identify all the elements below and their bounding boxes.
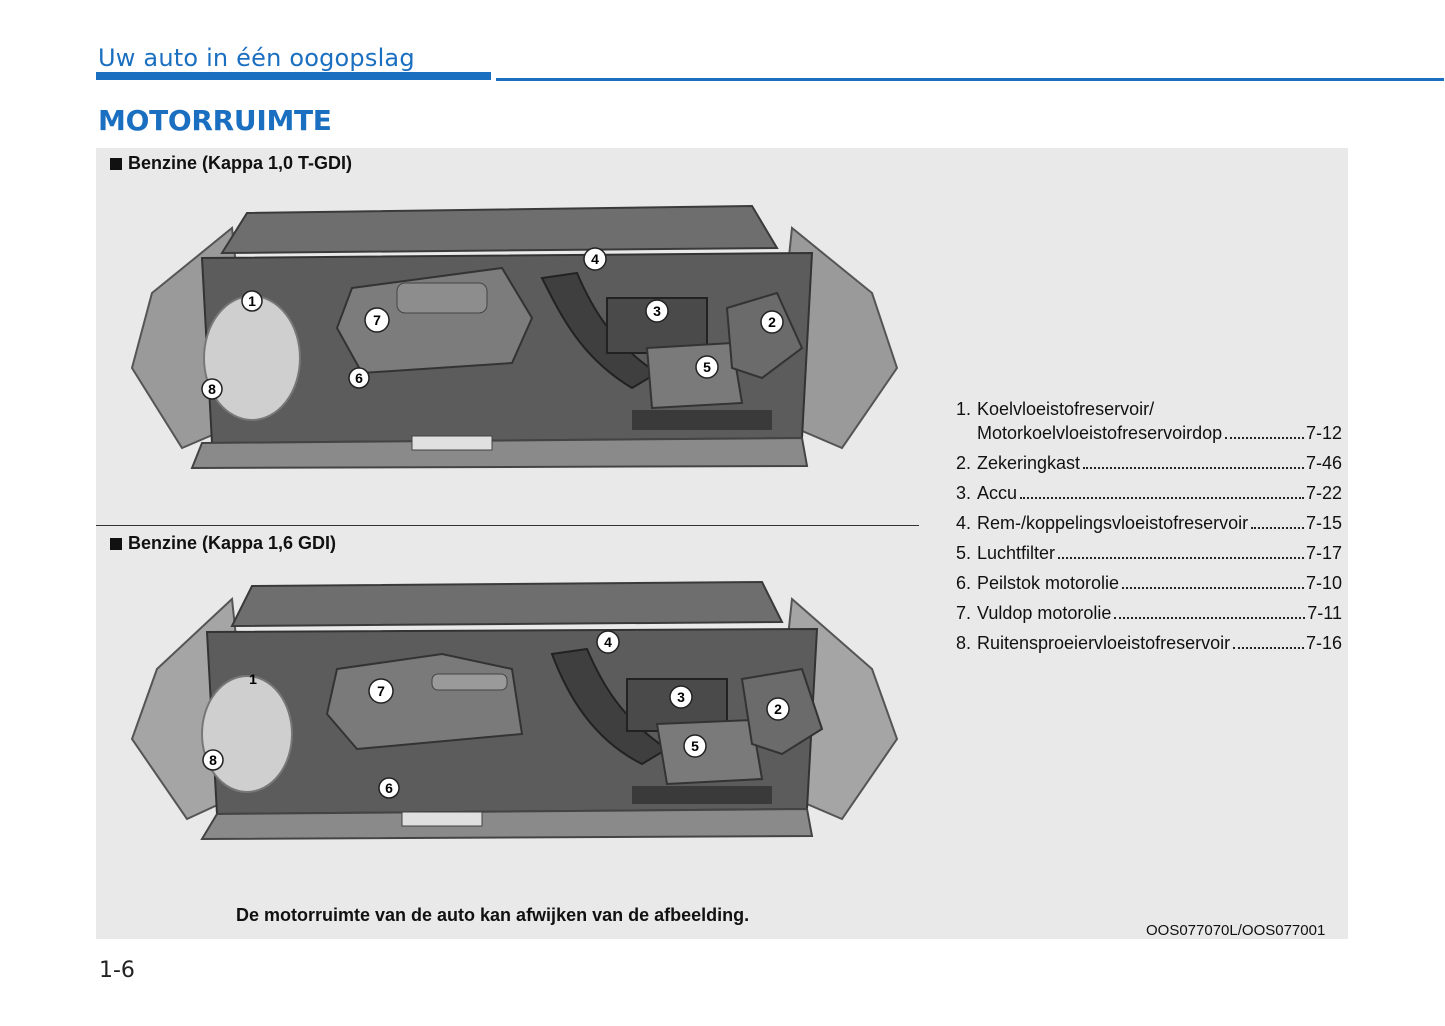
legend-text: Luchtfilter [977, 543, 1056, 563]
badge-3: 3 [653, 303, 661, 319]
component-legend [956, 397, 1342, 661]
legend-number: 5. [956, 543, 972, 563]
legend-item [956, 397, 1342, 445]
legend-number: 2. [956, 453, 972, 473]
legend-number: 8. [956, 633, 972, 653]
legend-page-ref: 7-17 [1305, 543, 1342, 563]
legend-number: 3. [956, 483, 972, 503]
legend-text: Rem-/koppelingsvloeistofreservoir [977, 513, 1249, 533]
legend-text: Zekeringkast [977, 453, 1081, 473]
badge-4: 4 [604, 634, 612, 650]
badge-2: 2 [768, 314, 776, 330]
legend-text: Ruitensproeiervloeistofreservoir [977, 633, 1231, 653]
figure-divider [96, 525, 919, 526]
legend-item [956, 631, 1342, 655]
badge-5: 5 [691, 738, 699, 754]
square-bullet-icon [110, 158, 122, 170]
legend-text: Motorkoelvloeistofreservoirdop [977, 423, 1223, 443]
badge-4: 4 [591, 251, 599, 267]
badge-2: 2 [774, 701, 782, 717]
badge-6: 6 [355, 370, 363, 386]
figure-note: De motorruimte van de auto kan afwijken van de afbeelding. [236, 905, 750, 925]
badge-1: 1 [248, 293, 256, 309]
figure-caption-kappa-10 [110, 153, 352, 174]
badge-8: 8 [209, 752, 217, 768]
square-bullet-icon [110, 538, 122, 550]
badge-8: 8 [208, 381, 216, 397]
legend-page-ref: 7-46 [1305, 453, 1342, 473]
badge-5: 5 [703, 359, 711, 375]
legend-page-ref: 7-10 [1305, 573, 1342, 593]
header-rule-thin [496, 78, 1444, 81]
legend-item [956, 571, 1342, 595]
image-code: OOS077070L/OOS077001 [1146, 922, 1326, 939]
legend-text: Peilstok motorolie [977, 573, 1120, 593]
figure-caption-text: Benzine (Kappa 1,0 T-GDI) [128, 153, 353, 173]
legend-number: 1. [956, 399, 972, 419]
figure-caption-text: Benzine (Kappa 1,6 GDI) [128, 533, 337, 553]
badge-3: 3 [677, 689, 685, 705]
section-title: Uw auto in één oogopslag [98, 44, 415, 72]
header-rule-thick [96, 72, 491, 80]
legend-item [956, 451, 1342, 475]
legend-text: Koelvloeistofreservoir/ [977, 399, 1155, 419]
legend-page-ref: 7-15 [1305, 513, 1342, 533]
legend-page-ref: 7-16 [1305, 633, 1342, 653]
figure-caption-kappa-16 [110, 533, 336, 554]
engine-bay-illustration-kappa-10 [112, 198, 912, 478]
legend-page-ref: 7-12 [1305, 423, 1342, 443]
badge-6: 6 [385, 780, 393, 796]
legend-page-ref: 7-22 [1305, 483, 1342, 503]
badge-7: 7 [373, 312, 381, 328]
page-number: 1-6 [99, 958, 135, 983]
legend-text: Accu [977, 483, 1018, 503]
legend-text: Vuldop motorolie [977, 603, 1112, 623]
page-heading: MOTORRUIMTE [98, 104, 332, 137]
legend-item [956, 541, 1342, 565]
engine-bay-illustration-kappa-16 [112, 574, 912, 849]
legend-item [956, 511, 1342, 535]
legend-number: 4. [956, 513, 972, 533]
legend-item [956, 601, 1342, 625]
legend-item [956, 481, 1342, 505]
badge-1: 1 [249, 671, 257, 687]
legend-number: 6. [956, 573, 972, 593]
badge-7: 7 [377, 683, 385, 699]
legend-page-ref: 7-11 [1307, 603, 1342, 623]
legend-number: 7. [956, 603, 972, 623]
